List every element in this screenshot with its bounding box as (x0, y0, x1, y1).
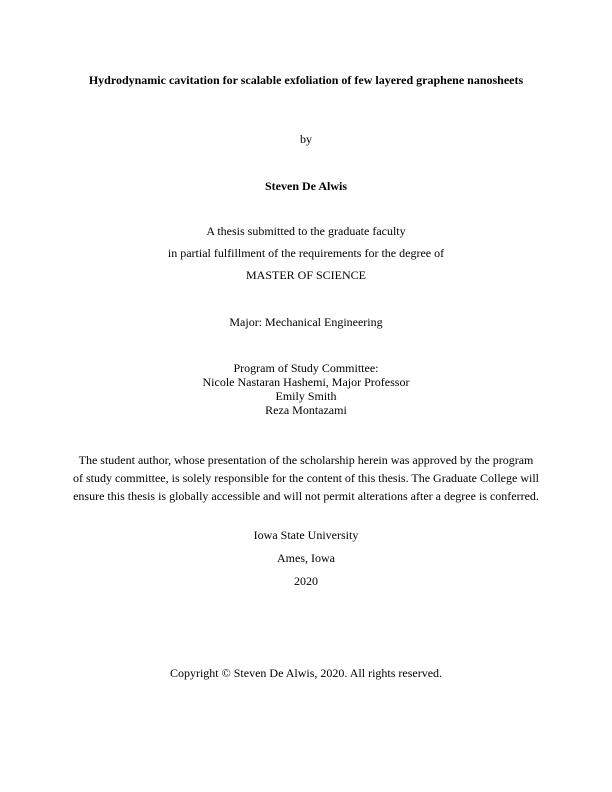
submission-line-2: in partial fulfillment of the requirements for the degree of (167, 246, 445, 260)
author-statement (66, 451, 546, 505)
submission-line-1: A thesis submitted to the graduate faculty (206, 224, 406, 238)
committee-member: Nicole Nastaran Hashemi, Major Professor (202, 375, 410, 389)
statement-line: ensure this thesis is globally accessible and will not permit alterations after a degree is conferred. (73, 489, 539, 503)
committee-heading: Program of Study Committee: (233, 361, 379, 375)
statement-line: of study committee, is solely responsible for the content of this thesis. The Graduate College will (72, 471, 540, 485)
by-label: by (300, 132, 312, 146)
university-name: Iowa State University (253, 528, 359, 542)
committee-member: Reza Montazami (265, 403, 347, 417)
copyright-notice: Copyright © Steven De Alwis, 2020. All rights reserved. (169, 666, 443, 680)
statement-line: The student author, whose presentation of the scholarship herein was approved by the program (78, 453, 534, 467)
committee-member: Emily Smith (275, 389, 337, 403)
major: Major: Mechanical Engineering (229, 315, 383, 329)
author-name: Steven De Alwis (265, 179, 347, 193)
thesis-title: Hydrodynamic cavitation for scalable exfoliation of few layered graphene nanosheets (88, 73, 524, 87)
university-location: Ames, Iowa (277, 551, 335, 565)
publication-year: 2020 (294, 574, 318, 588)
degree-name: MASTER OF SCIENCE (245, 268, 367, 282)
